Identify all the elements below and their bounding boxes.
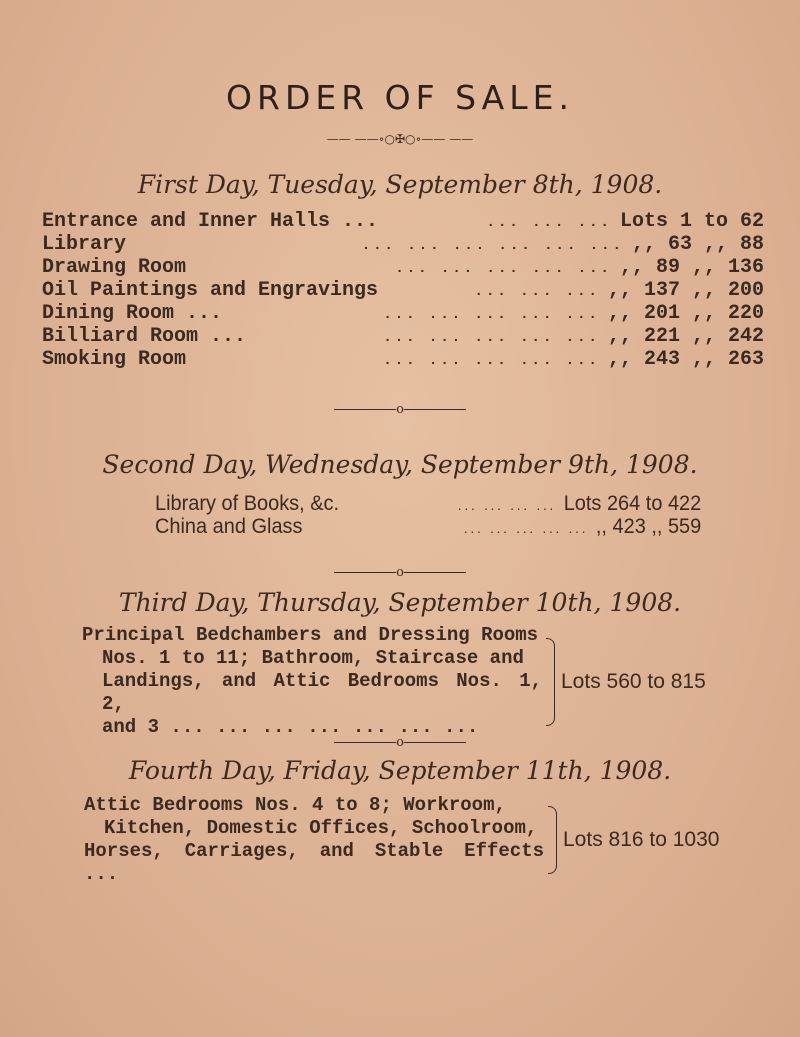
leaders: ... ... ... ... ... — [383, 307, 600, 323]
list-item — [42, 233, 764, 256]
list-item — [42, 279, 764, 302]
leaders: ... ... ... ... ... ... — [361, 238, 624, 254]
room-line: Attic Bedrooms Nos. 4 to 8; Workroom, — [84, 794, 506, 816]
day-heading-first: First Day, Tuesday, September 8th, 1908. — [137, 170, 663, 199]
room-label: Oil Paintings and Engravings — [42, 279, 379, 302]
lot-range: ,, 63 ,, 88 — [631, 233, 764, 256]
section-divider: o — [0, 735, 800, 750]
brace — [546, 638, 555, 726]
room-label: Dining Room ... — [42, 302, 223, 325]
room-label: Library of Books, &c. — [155, 492, 340, 515]
second-day-list — [155, 492, 730, 538]
day-heading-second: Second Day, Wednesday, September 9th, 1908. — [102, 450, 698, 479]
third-day-block — [82, 624, 706, 739]
room-label: China and Glass — [155, 515, 303, 538]
leaders: ... ... ... ... — [457, 497, 557, 513]
room-label: Library — [42, 233, 127, 256]
ornament-divider: —— ——∘○✠○∘—— —— — [326, 132, 474, 146]
lot-range: ,, 89 ,, 136 — [619, 256, 764, 279]
leaders: ... ... ... ... ... — [395, 261, 612, 277]
list-item — [42, 348, 764, 371]
day-heading-third: Third Day, Thursday, September 10th, 1908. — [118, 588, 682, 617]
leaders: ... ... ... ... ... — [463, 520, 589, 536]
leaders: ... ... ... ... ... — [383, 353, 600, 369]
list-item — [155, 492, 701, 515]
room-line: Nos. 1 to 11; Bathroom, Staircase and — [102, 647, 524, 669]
room-label: Billiard Room ... — [42, 325, 247, 348]
leaders: ... ... ... ... ... — [383, 330, 600, 346]
fourth-day-block — [84, 794, 719, 886]
brace — [548, 806, 557, 874]
list-item — [42, 256, 764, 279]
page-title: ORDER OF SALE. — [226, 78, 574, 117]
lot-range: ,, 221 ,, 242 — [607, 325, 764, 348]
list-item — [155, 515, 701, 538]
lot-range: ,, 243 ,, 263 — [607, 348, 764, 371]
section-divider: o — [0, 402, 800, 417]
room-label: Drawing Room — [42, 256, 187, 279]
lot-range: Lots 264 to 422 — [563, 492, 702, 515]
room-line: Kitchen, Domestic Offices, Schoolroom, — [104, 817, 538, 839]
room-label: Entrance and Inner Halls ... — [42, 210, 379, 233]
room-line: Landings, and Attic Bedrooms Nos. 1, 2, — [102, 670, 542, 715]
lot-range: ,, 201 ,, 220 — [607, 302, 764, 325]
leaders: ... ... ... — [486, 215, 612, 231]
lot-range: Lots 560 to 815 — [561, 669, 706, 693]
lot-range: ,, 423 ,, 559 — [595, 515, 702, 538]
lot-range: Lots 816 to 1030 — [563, 828, 720, 851]
list-item — [42, 210, 764, 233]
lot-range: Lots 1 to 62 — [619, 210, 764, 233]
section-divider: o — [0, 565, 800, 580]
list-item — [42, 302, 764, 325]
room-line: Principal Bedchambers and Dressing Rooms — [82, 624, 539, 646]
room-label: Smoking Room — [42, 348, 187, 371]
first-day-list — [42, 210, 764, 371]
leaders: ... ... ... — [474, 284, 600, 300]
day-heading-fourth: Fourth Day, Friday, September 11th, 1908. — [128, 756, 672, 785]
room-line: and 3 ... ... ... ... ... ... ... — [102, 716, 479, 738]
room-line: Horses, Carriages, and Stable Effects ... — [84, 840, 544, 885]
list-item — [42, 325, 764, 348]
lot-range: ,, 137 ,, 200 — [607, 279, 764, 302]
